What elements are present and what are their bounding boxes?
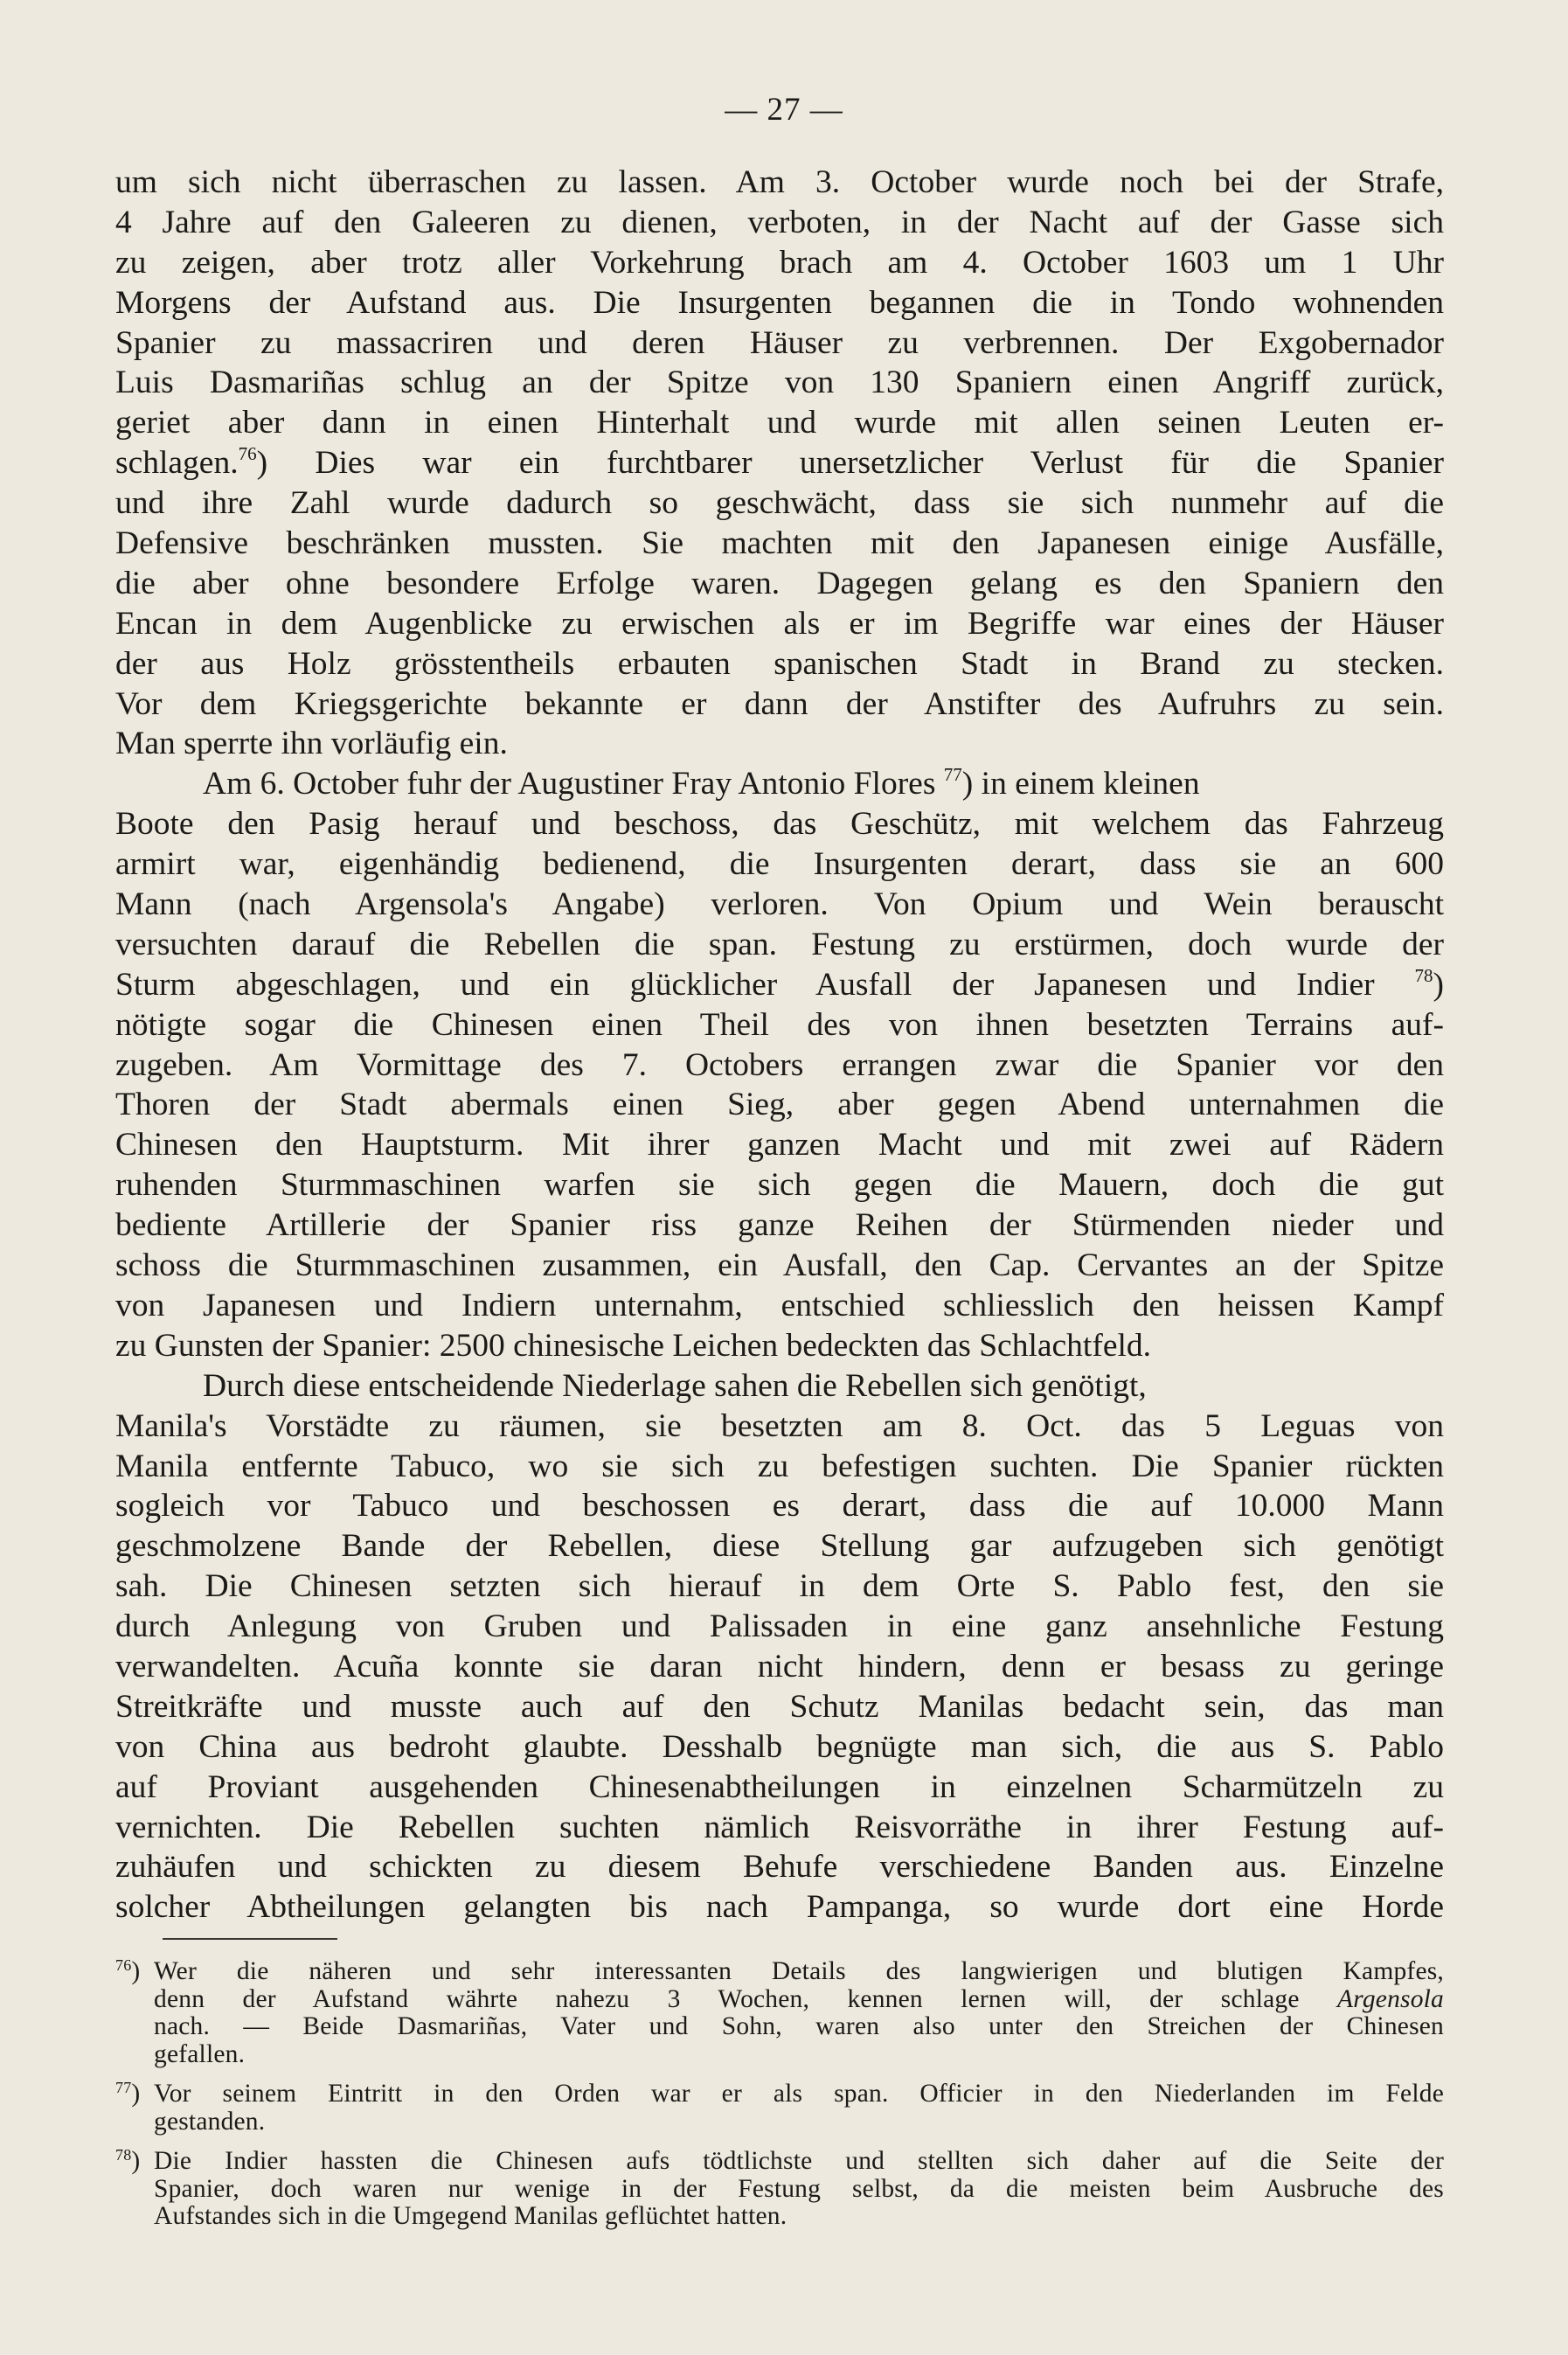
text-line: Manila entfernte Tabuco, wo sie sich zu befestigen suchten. Die Spanier rückten: [115, 1448, 1444, 1484]
text-line: zugeben. Am Vormittage des 7. Octobers errangen zwar die Spanier vor den: [115, 1046, 1444, 1083]
text-line: schoss die Sturmmaschinen zusammen, ein Ausfall, den Cap. Cervantes an der Spitze: [115, 1247, 1444, 1284]
text-line: Manila's Vorstädte zu räumen, sie besetzten am 8. Oct. das 5 Leguas von: [115, 1407, 1444, 1444]
text-segment: Am 6. October fuhr der Augustiner Fray Antonio Flores: [203, 766, 944, 802]
footnote-line: [115, 2203, 1444, 2231]
text-line: Encan in dem Augenblicke zu erwischen als er im Begriffe war eines der Häuser: [115, 605, 1444, 642]
footnote-number-paren: ): [131, 2147, 141, 2175]
text-line: versuchten darauf die Rebellen die span. Festung zu erstürmen, doch wurde der: [115, 926, 1444, 962]
footnote-ref[interactable]: 76: [238, 443, 257, 465]
text-line: zu zeigen, aber trotz aller Vorkehrung brach am 4. October 1603 um 1 Uhr: [115, 244, 1444, 281]
text-line: Durch diese entscheidende Niederlage sahen die Rebellen sich genötigt,: [203, 1367, 1147, 1404]
text-line: 4 Jahre auf den Galeeren zu dienen, verboten, in der Nacht auf der Gasse sich: [115, 204, 1444, 240]
footnote-ref[interactable]: 77: [943, 764, 962, 786]
text-line: [115, 965, 1444, 1005]
text-line: von China aus bedroht glaubte. Desshalb begnügte man sich, die aus S. Pablo: [115, 1728, 1444, 1765]
text-segment: Sturm abgeschlagen, und ein glücklicher Ausfall der Japanesen und Indier: [115, 966, 1415, 1003]
footnote-text: Vor seinem Eintritt in den Orden war er als span. Officier in den Niederlanden im Felde: [154, 2080, 1444, 2108]
text-line: ruhenden Sturmmaschinen warfen sie sich gegen die Mauern, doch die gut: [115, 1167, 1444, 1204]
footnote-number-paren: ): [131, 1957, 141, 1985]
text-line: Defensive beschränken mussten. Sie machten mit den Japanesen einige Ausfälle,: [115, 525, 1444, 562]
text-segment: ) in einem kleinen: [961, 766, 1200, 802]
text-line: Thoren der Stadt abermals einen Sieg, aber gegen Abend unternahmen die: [115, 1087, 1444, 1123]
footnote-ref[interactable]: 78: [1414, 964, 1433, 986]
footnote-line: [115, 2176, 1444, 2204]
footnote: [115, 2081, 1444, 2136]
footnote-line: [115, 2041, 1444, 2069]
footnote-line: [115, 2148, 1444, 2176]
text-line: sah. Die Chinesen setzten sich hierauf in dem Orte S. Pablo fest, den sie: [115, 1568, 1444, 1605]
text-line: Man sperrte ihn vorläufig ein.: [115, 726, 508, 762]
text-line: durch Anlegung von Gruben und Palissaden in eine ganz ansehnliche Festung: [115, 1608, 1444, 1645]
footnote-line: [115, 2081, 1444, 2108]
text-line: verwandelten. Acuña konnte sie daran nicht hindern, denn er besass zu geringe: [115, 1648, 1444, 1685]
text-line: um sich nicht überraschen zu lassen. Am 3. October wurde noch bei der Strafe,: [115, 164, 1444, 200]
text-line: armirt war, eigenhändig bedienend, die Insurgenten derart, dass sie an 600: [115, 846, 1444, 883]
text-line: der aus Holz grösstentheils erbauten spanischen Stadt in Brand zu stecken.: [115, 645, 1444, 682]
text-line: nötigte sogar die Chinesen einen Theil des von ihnen besetzten Terrains auf-: [115, 1006, 1444, 1043]
text-line: [115, 764, 1444, 804]
footnote-text: denn der Aufstand währte nahezu 3 Wochen, kennen lernen will, der schlage: [154, 1984, 1338, 2013]
text-line: geriet aber dann in einen Hinterhalt und wurde mit allen seinen Leuten er-: [115, 405, 1444, 441]
footnote-number-digits: 77: [115, 2079, 132, 2096]
footnote-line: [115, 2013, 1444, 2041]
footnote-text: Wer die näheren und sehr interessanten Details des langwierigen und blutigen Kampfes,: [154, 1957, 1444, 1985]
text-line: sogleich vor Tabuco und beschossen es derart, dass die auf 10.000 Mann: [115, 1488, 1444, 1525]
text-line: Morgens der Aufstand aus. Die Insurgenten begannen die in Tondo wohnenden: [115, 284, 1444, 321]
text-line: Boote den Pasig herauf und beschoss, das Geschütz, mit welchem das Fahrzeug: [115, 806, 1444, 843]
footnote-text: Spanier, doch waren nur wenige in der Festung selbst, da die meisten beim Ausbruche des: [154, 2174, 1444, 2203]
text-segment: ): [1433, 966, 1444, 1003]
text-line: Luis Dasmariñas schlug an der Spitze von 130 Spaniern einen Angriff zurück,: [115, 365, 1444, 401]
footnotes: [115, 1958, 1444, 2243]
text-line: Vor dem Kriegsgerichte bekannte er dann der Anstifter des Aufruhrs zu sein.: [115, 685, 1444, 722]
footnote-line: [115, 2108, 1444, 2136]
main-text: [115, 163, 1444, 1928]
footnote-text: gestanden.: [154, 2107, 266, 2136]
footnote-number: [115, 1958, 154, 1986]
footnote-number-paren: ): [131, 2080, 141, 2108]
footnote-line: [115, 1986, 1444, 2014]
text-line: [115, 443, 1444, 483]
text-line: geschmolzene Bande der Rebellen, diese Stellung gar aufzugeben sich genötigt: [115, 1528, 1444, 1565]
text-line: zuhäufen und schickten zu diesem Behufe verschiedene Banden aus. Einzelne: [115, 1849, 1444, 1886]
text-segment: ) Dies war ein furchtbarer unersetzlicher Verlust für die Spanier: [256, 445, 1444, 482]
text-line: Spanier zu massacriren und deren Häuser zu verbrennen. Der Exgobernador: [115, 324, 1444, 361]
text-line: Streitkräfte und musste auch auf den Schutz Manilas bedacht sein, das man: [115, 1688, 1444, 1725]
text-line: solcher Abtheilungen gelangten bis nach Pampanga, so wurde dort eine Horde: [115, 1889, 1444, 1926]
footnote: [115, 1958, 1444, 2068]
text-line: vernichten. Die Rebellen suchten nämlich Reisvorräthe in ihrer Festung auf-: [115, 1809, 1444, 1845]
footnote-text: nach. — Beide Dasmariñas, Vater und Sohn, waren also unter den Streichen der Chinesen: [154, 2012, 1444, 2040]
footnote-italic-text: Argensola: [1337, 1984, 1444, 2013]
text-line: Mann (nach Argensola's Angabe) verloren. Von Opium und Wein berauscht: [115, 886, 1444, 923]
page-number: — 27 —: [725, 92, 843, 128]
footnote-text: Aufstandes sich in die Umgegend Manilas geflüchtet hatten.: [154, 2202, 787, 2230]
text-line: zu Gunsten der Spanier: 2500 chinesische Leichen bedeckten das Schlachtfeld.: [115, 1327, 1152, 1364]
footnote: [115, 2148, 1444, 2231]
footnote-number-digits: 78: [115, 2146, 132, 2164]
text-segment: schlagen.: [115, 445, 239, 482]
footnote-separator: [163, 1938, 337, 1940]
footnote-text: gefallen.: [154, 2039, 246, 2068]
footnote-number: [115, 2148, 154, 2176]
text-line: Chinesen den Hauptsturm. Mit ihrer ganzen Macht und mit zwei auf Rädern: [115, 1127, 1444, 1164]
text-line: die aber ohne besondere Erfolge waren. Dagegen gelang es den Spaniern den: [115, 565, 1444, 601]
text-line: von Japanesen und Indiern unternahm, entschied schliesslich den heissen Kampf: [115, 1287, 1444, 1323]
footnote-number-digits: 76: [115, 1956, 132, 1974]
footnote-text: Die Indier hassten die Chinesen aufs tödtlichste und stellten sich daher auf die Seite der: [154, 2147, 1444, 2175]
footnote-number: [115, 2081, 154, 2108]
text-line: auf Proviant ausgehenden Chinesenabtheilungen in einzelnen Scharmützeln zu: [115, 1768, 1444, 1805]
text-line: und ihre Zahl wurde dadurch so geschwächt, dass sie sich nunmehr auf die: [115, 485, 1444, 522]
text-line: bediente Artillerie der Spanier riss ganze Reihen der Stürmenden nieder und: [115, 1207, 1444, 1244]
footnote-line: [115, 1958, 1444, 1986]
